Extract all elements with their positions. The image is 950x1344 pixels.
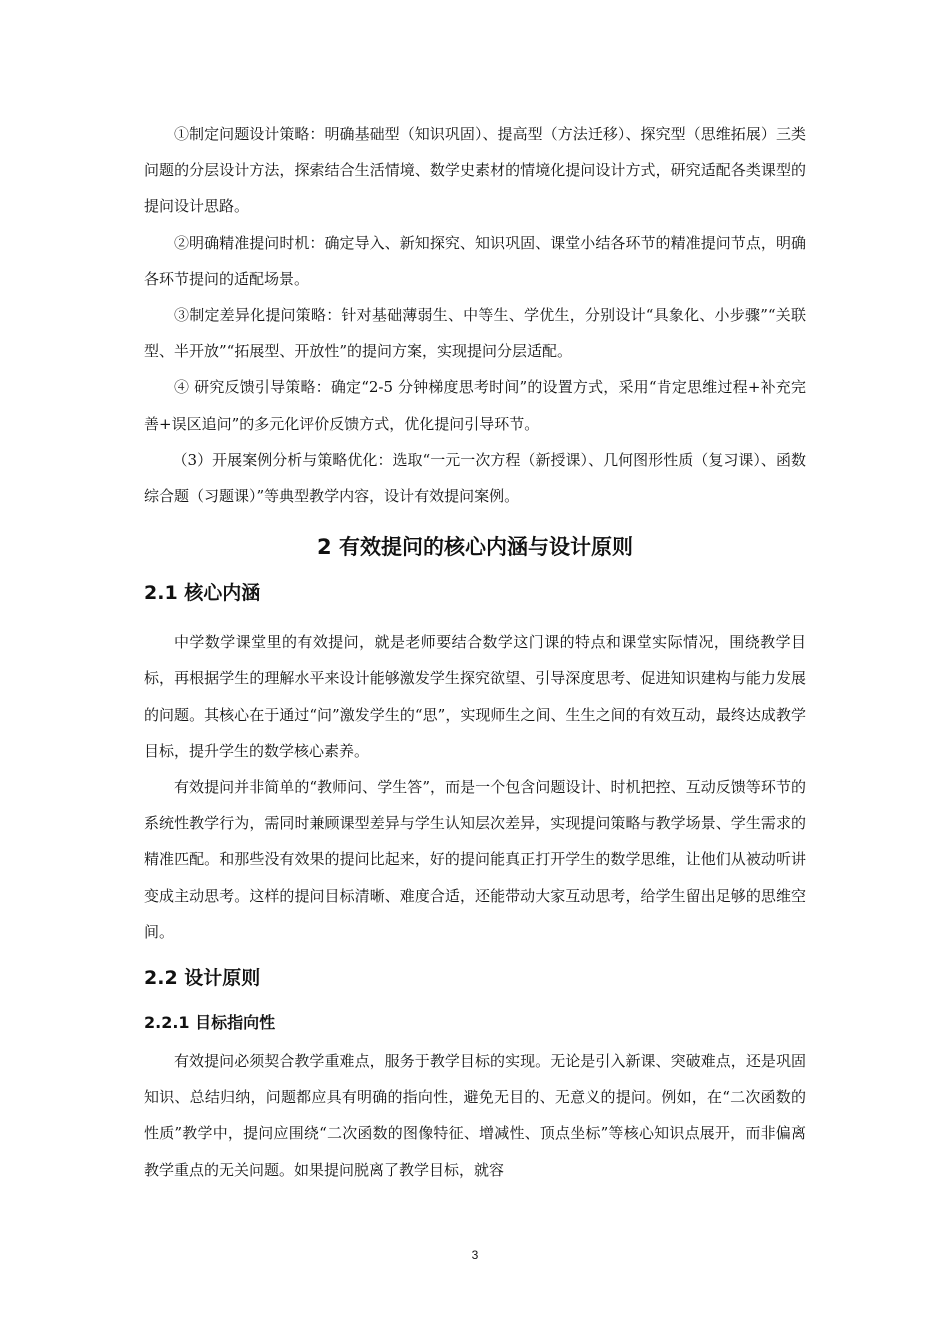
subsection-title-2-2-1: 2.2.1 目标指向性 — [144, 1013, 276, 1033]
paragraph-goal-orientation: 有效提问必须契合教学重难点，服务于教学目标的实现。无论是引入新课、突破难点，还是巩固知识、总结归纳，问题都应具有明确的指向性，避免无目的、无意义的提问。例如，在“二次函数的性质”教学中，提问应围绕“二次函数的图像特征、增减性、顶点坐标”等核心知识点展开，而非偏离教学重点的无关问题。如果提问脱离了教学目标，就容 — [144, 1052, 806, 1179]
paragraph-strategy-design: ①制定问题设计策略：明确基础型（知识巩固）、提高型（方法迁移）、探究型（思维拓展）三类问题的分层设计方法，探索结合生活情境、数学史素材的情境化提问设计方式，研究适配各类课型的提问设计思路。 — [144, 125, 806, 216]
paragraph-differentiated-questions: ③制定差异化提问策略：针对基础薄弱生、中等生、学优生，分别设计“具象化、小步骤”“关联型、半开放”“拓展型、开放性”的提问方案，实现提问分层适配。 — [144, 306, 806, 361]
chapter-title: 2 有效提问的核心内涵与设计原则 — [317, 535, 633, 560]
section-title-2-1: 2.1 核心内涵 — [144, 582, 261, 605]
paragraph-feedback-strategy: ④ 研究反馈引导策略：确定“2-5 分钟梯度思考时间”的设置方式，采用“肯定思维过程+补充完善+误区追问”的多元化评价反馈方式，优化提问引导环节。 — [144, 378, 806, 433]
section-title-2-2: 2.2 设计原则 — [144, 967, 261, 990]
paragraph-core-meaning-2: 有效提问并非简单的“教师问、学生答”，而是一个包含问题设计、时机把控、互动反馈等环节的系统性教学行为，需同时兼顾课型差异与学生认知层次差异，实现提问策略与教学场景、学生需求的精准匹配。和那些没有效果的提问比起来，好的提问能真正打开学生的数学思维，让他们从被动听讲变成主动思考。这样的提问目标清晰、难度合适，还能带动大家互动思考，给学生留出足够的思维空间。 — [144, 778, 806, 941]
page-body — [144, 116, 806, 1188]
paragraph-case-analysis: （3）开展案例分析与策略优化：选取“一元一次方程（新授课）、几何图形性质（复习课）、函数综合题（习题课）”等典型教学内容，设计有效提问案例。 — [144, 450, 806, 506]
paragraph-core-meaning-1: 中学数学课堂里的有效提问，就是老师要结合数学这门课的特点和课堂实际情况，围绕教学目标，再根据学生的理解水平来设计能够激发学生探究欲望、引导深度思考、促进知识建构与能力发展的问题。其核心在于通过“问”激发学生的“思”，实现师生之间、生生之间的有效互动，最终达成教学目标，提升学生的数学核心素养。 — [144, 633, 806, 760]
page-number: 3 — [471, 1248, 479, 1262]
paragraph-question-timing: ②明确精准提问时机：确定导入、新知探究、知识巩固、课堂小结各环节的精准提问节点，明确各环节提问的适配场景。 — [144, 233, 806, 288]
